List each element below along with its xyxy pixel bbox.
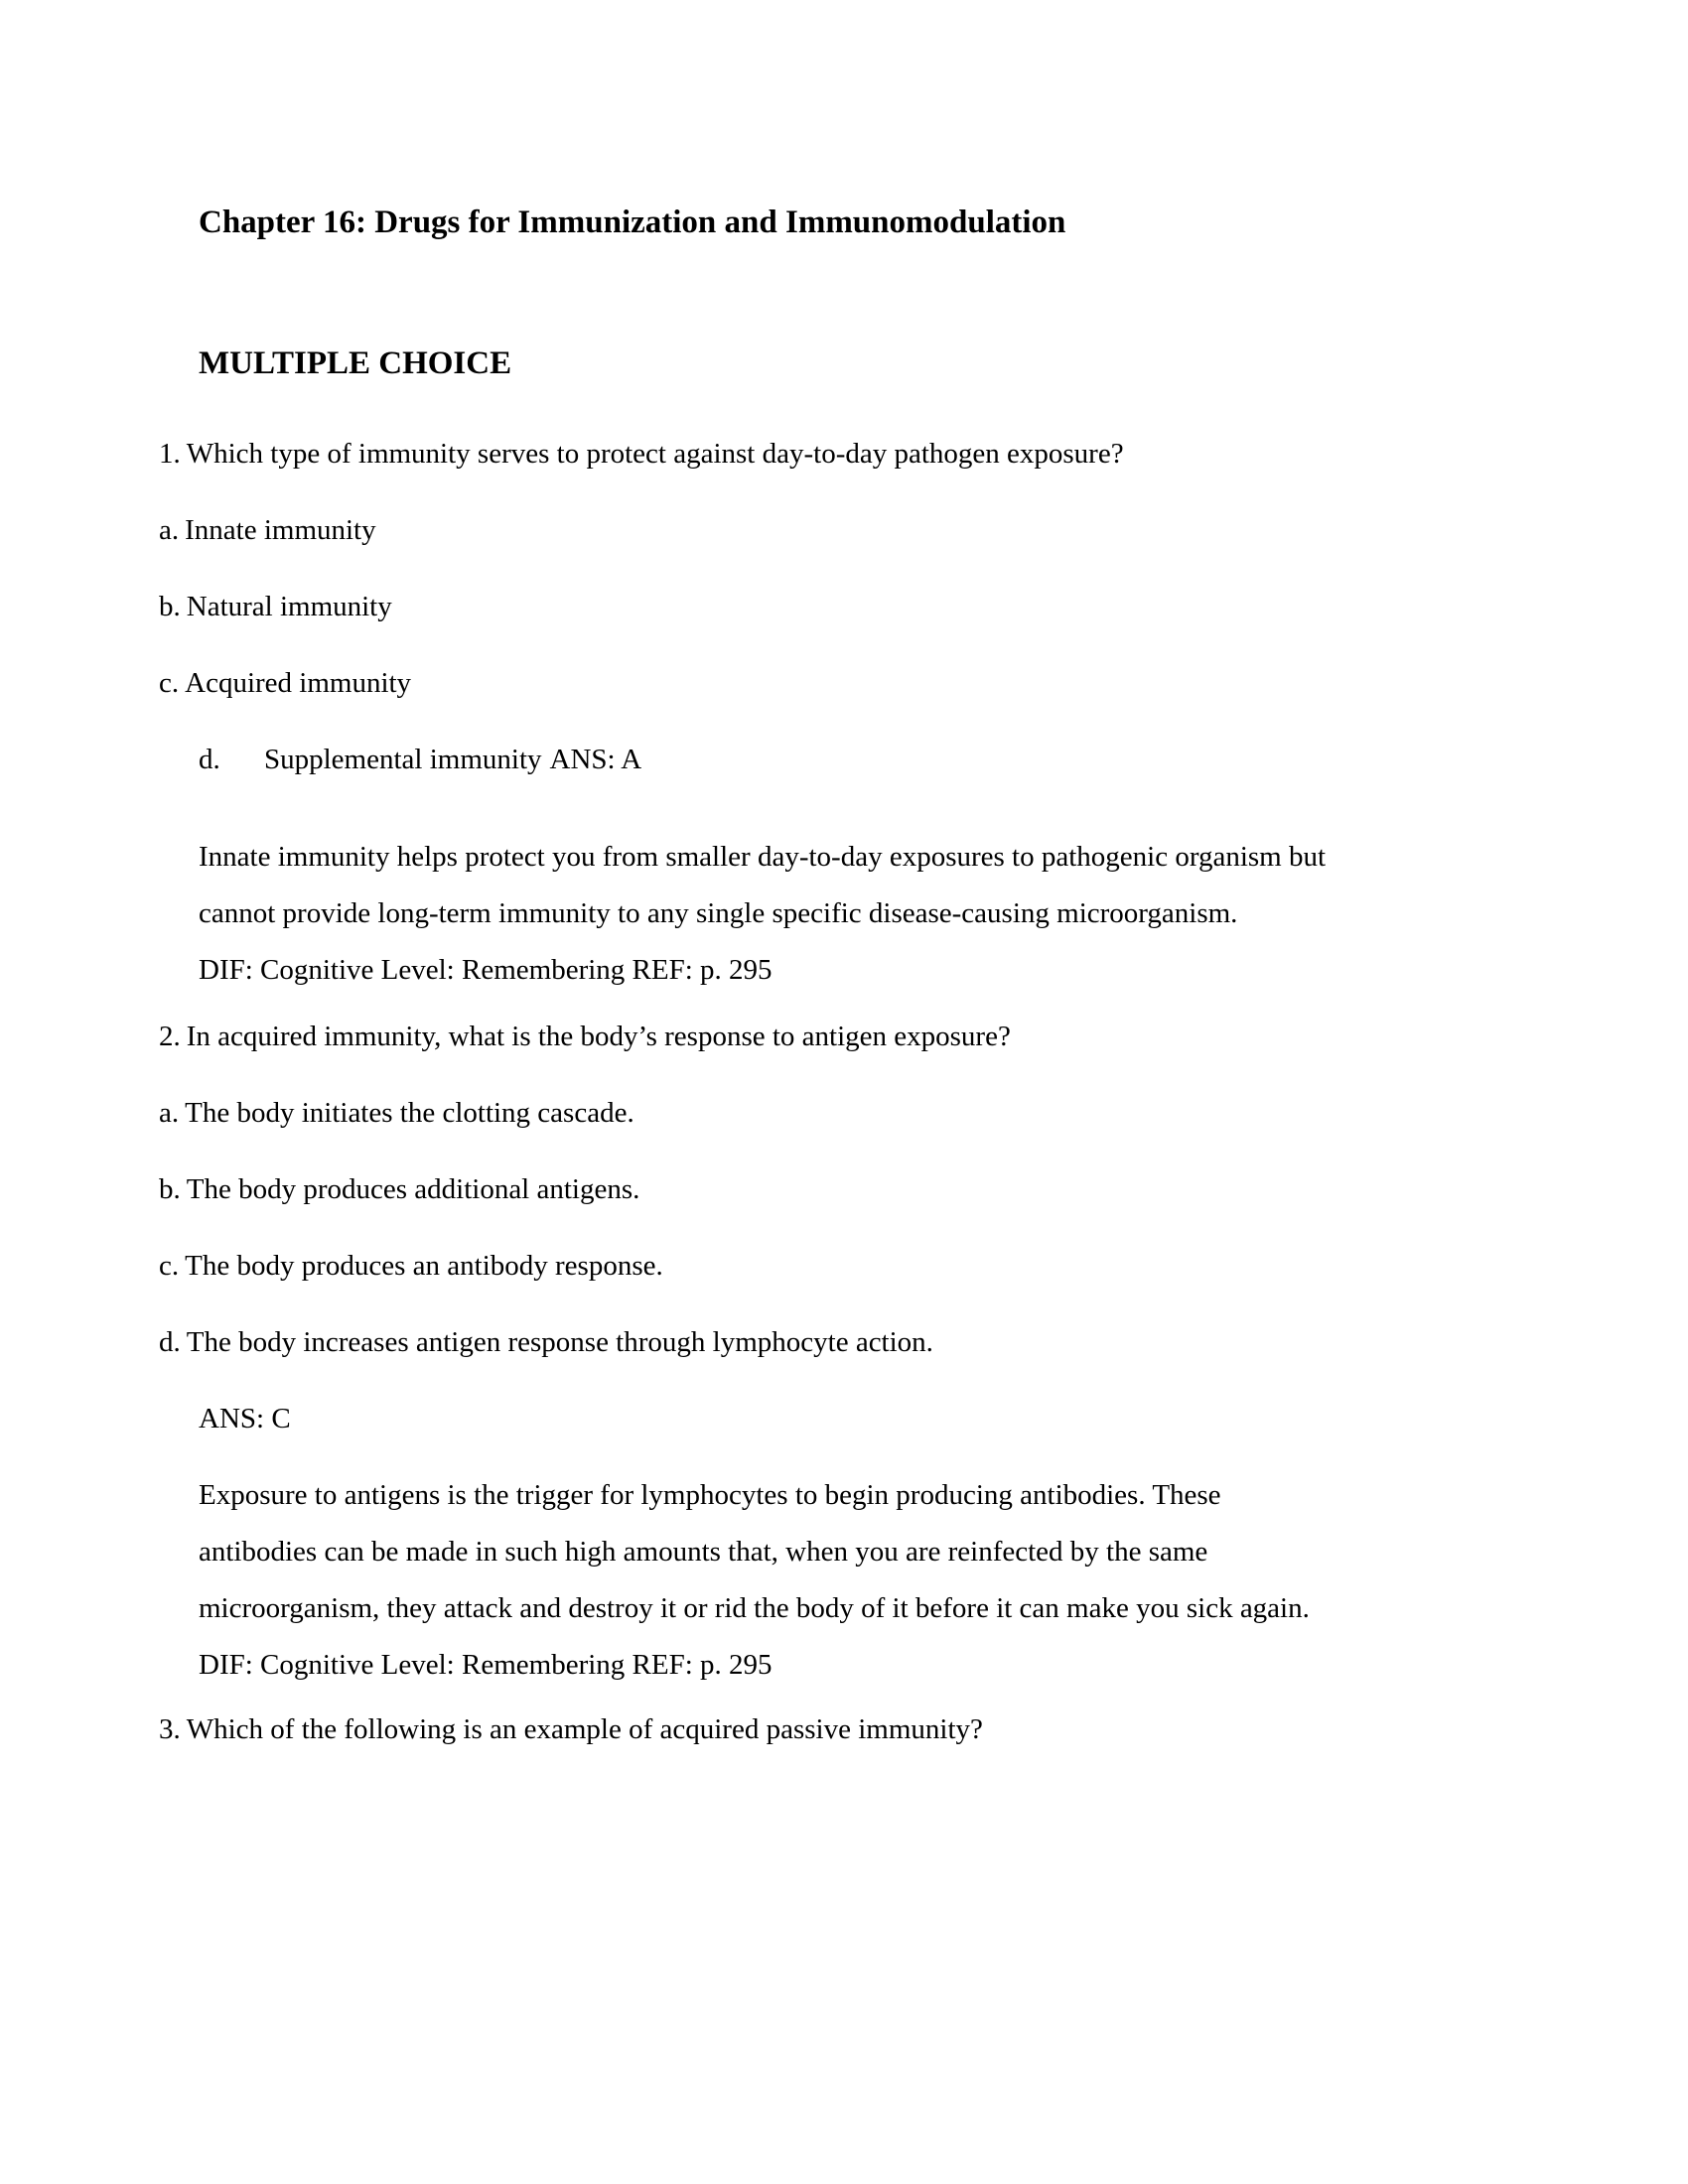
question-2-option-b-text: The body produces additional antigens.: [186, 1173, 640, 1205]
question-2-rationale-line-1: Exposure to antigens is the trigger for lymphocytes to begin producing antibodies. These: [199, 1479, 1221, 1511]
question-2-option-d: [159, 1318, 1688, 1366]
question-2-option-d-text: The body increases antigen response through lymphocyte action.: [186, 1326, 933, 1358]
question-2: [159, 1013, 1688, 1060]
question-1: [159, 430, 1688, 478]
question-2-option-a-letter: a.: [159, 1097, 180, 1129]
question-1-option-d-text: Supplemental immunity: [264, 744, 542, 775]
question-2-text: In acquired immunity, what is the body’s response to antigen exposure?: [186, 1021, 1011, 1052]
question-2-option-b-letter: b.: [159, 1173, 181, 1205]
question-2-rationale: [199, 1467, 1519, 1694]
section-heading: MULTIPLE CHOICE: [199, 345, 512, 381]
question-2-option-b: [159, 1165, 1688, 1213]
question-1-option-b-text: Natural immunity: [186, 591, 392, 622]
question-1-option-a-letter: a.: [159, 514, 180, 546]
question-2-answer: ANS: C: [199, 1403, 291, 1434]
question-2-dif-ref: DIF: Cognitive Level: Remembering REF: p. 295: [199, 1649, 773, 1681]
question-1-option-b: [159, 583, 1688, 630]
question-3-text: Which of the following is an example of acquired passive immunity?: [186, 1713, 983, 1745]
question-1-number: 1.: [159, 438, 181, 470]
question-1-option-c: [159, 659, 1688, 707]
question-1-option-a: [159, 506, 1688, 554]
question-2-option-a-text: The body initiates the clotting cascade.: [185, 1097, 634, 1129]
question-2-option-a: [159, 1089, 1688, 1137]
question-1-option-d: [199, 736, 1688, 783]
question-2-option-c-letter: c.: [159, 1250, 180, 1282]
question-2-option-d-letter: d.: [159, 1326, 181, 1358]
question-1-rationale: [199, 829, 1519, 999]
question-3-number: 3.: [159, 1713, 181, 1745]
question-1-option-a-text: Innate immunity: [185, 514, 376, 546]
question-1-option-c-letter: c.: [159, 667, 180, 699]
question-2-option-c-text: The body produces an antibody response.: [185, 1250, 663, 1282]
question-2-rationale-line-3: microorganism, they attack and destroy it or rid the body of it before it can make you sick again.: [199, 1592, 1310, 1624]
question-2-number: 2.: [159, 1021, 181, 1052]
question-1-dif-ref: DIF: Cognitive Level: Remembering REF: p. 295: [199, 954, 773, 986]
question-3: [159, 1706, 1688, 1753]
chapter-title: Chapter 16: Drugs for Immunization and Immunomodulation: [199, 205, 1066, 240]
question-1-option-d-letter: d.: [199, 744, 220, 775]
question-1-text: Which type of immunity serves to protect against day-to-day pathogen exposure?: [186, 438, 1124, 470]
question-2-rationale-line-2: antibodies can be made in such high amounts that, when you are reinfected by the same: [199, 1536, 1208, 1568]
question-1-rationale-line-1: Innate immunity helps protect you from smaller day-to-day exposures to pathogenic organism but: [199, 841, 1327, 873]
question-1-answer: ANS: A: [549, 744, 642, 775]
question-1-option-b-letter: b.: [159, 591, 181, 622]
question-1-rationale-line-2: cannot provide long-term immunity to any single specific disease-causing microorganism.: [199, 897, 1238, 929]
question-2-option-c: [159, 1242, 1688, 1290]
question-1-option-c-text: Acquired immunity: [185, 667, 412, 699]
